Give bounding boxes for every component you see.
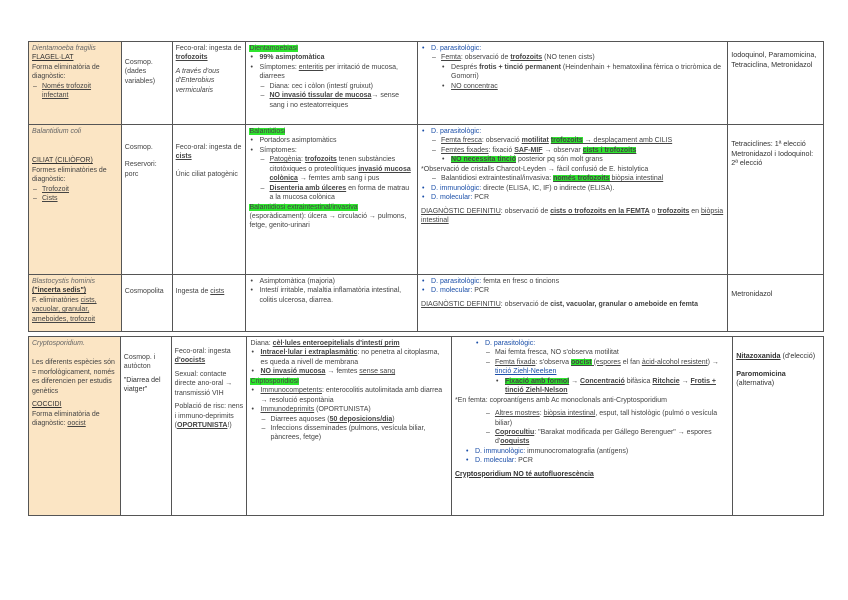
disease-item: • 99% asimptomàtica (249, 53, 414, 62)
definitive-diagnosis: DIAGNÒSTIC DEFINITIU: observació de cist, vacuolar, granular o ameboide en femta (421, 300, 699, 308)
treatment-text: Tetraciclines: 1ª elecció (731, 139, 806, 148)
diagnosis-item: • D. parasitològic: femta en fresc o tincions (421, 277, 724, 286)
incertae-label: ("incerta sedis") (32, 287, 87, 295)
phylum-label: FLAGEL·LAT (32, 54, 74, 62)
distribution-text: Cosmop. (dades variables) (124, 59, 156, 85)
organism-cell (29, 337, 121, 515)
disease-text: (esporàdicament): úlcera → circulació → pulmons, fetge, genito-urinari (249, 212, 407, 230)
phylum-label: CILIAT (CILIÒFOR) (32, 157, 93, 165)
disease-item: – Patogènia: trofozoits tenen substàncies citotòxiques o proteolítiques invasió mucosa colònica → femtes amb sang i pus (259, 155, 414, 183)
trans-text: Feco-oral: ingesta d'oocists (174, 348, 231, 365)
diagnosis-item: • D. immunològic: immunocromatografia (antígens) (465, 447, 729, 456)
treatment-text: Metronidazol i Iodoquinol: 2ª elecció (731, 148, 814, 168)
diagnosis-cell (418, 275, 728, 331)
trans-text-4: Població de risc: nens i immuno-deprimits (OPORTUNISTA!) (174, 403, 244, 430)
disease-title: Dientamoebiasi (249, 45, 298, 52)
diagnosis-item: – Mai femta fresca, NO s'observa motilitat (485, 348, 729, 357)
organism-name: Balantidium coli (32, 128, 82, 135)
treatment-text: Nitazoxanida (d'elecció) (736, 351, 816, 360)
diagnosis-item: – Balantidiosi extraintestinal/invasiva: només trofozoits biòpsia intestinal (431, 174, 724, 183)
distribution-text: Cosmopolita (124, 288, 164, 295)
forms-item: – Trofozoit (32, 185, 118, 194)
forms-title: Formes eliminatòries de diagnòstic: (32, 166, 107, 184)
treatment-text: Iodoquinol, Paramomicina, Tetraciclina, Metronidazol (731, 50, 817, 69)
treatment-cell (728, 42, 823, 124)
trans-text-1: Feco-oral: ingesta de (175, 45, 242, 52)
disease-subtitle: Balantidiosi extraintestinal/invasiva (249, 203, 358, 211)
trans-text-3: Únic ciliat patogènic (175, 170, 238, 178)
treatment-cell (733, 337, 823, 515)
diagnosis-item: – Altres mostres: biòpsia intestinal, esput, tall histològic (pulmó o vesícula biliar) (485, 409, 729, 428)
diagnosis-item: • D. parasitològic: (421, 44, 724, 53)
row-cryptosporidium (28, 336, 824, 516)
forms-text: F. eliminatòries cists, vacuolar, granular, ameboides, trofozoit (32, 296, 97, 323)
disease-item: – NO invasió tissular de mucosa→ sense sang i no esteatorreiques (259, 91, 414, 110)
diagnosis-note: *Observació de cristalls Charcot-Leyden → fàcil confusió de E. histolytica (421, 165, 649, 173)
organism-name: Dientamoeba fragilis (32, 45, 96, 52)
distribution-text: Cosmop. (124, 144, 153, 151)
distribution-cell (122, 275, 173, 331)
disease-item: – Diana: cec i còlon (intestí gruixut) (259, 82, 414, 91)
distribution-cell (122, 125, 173, 274)
trans-text: Ingesta de cists (175, 288, 225, 295)
diagnosis-item: • Fixació amb formol → Concentració bifàsica Ritchcie → Frotis + tinció Ziehl-Nelson (495, 377, 729, 396)
diagnosis-item: • D. immunològic: directe (ELISA, IC, IF) o indirecte (ELISA). (421, 184, 724, 193)
disease-item: • Immunocompetents: enterocolitis autolimitada amb diarrea → resolució espontània (250, 386, 447, 405)
disease-item: • Intestí irritable, malaltia inflamatòria intestinal, colitis ulcerosa, diarrea. (249, 286, 414, 305)
forms-item: – Cists (32, 194, 118, 203)
organism-cell (29, 275, 122, 331)
treatment-cell (728, 275, 823, 331)
trans-text-3: Sexual: contacte directe ano-oral → transmissió VIH (174, 370, 233, 397)
disease-item: • Símptomes: (249, 146, 414, 155)
diagnosis-item: • D. parasitològic: (475, 339, 729, 348)
disease-title: Balantidiosi (249, 128, 286, 135)
row-blastocystis (28, 274, 824, 332)
diagnosis-item: – Femta: observació de trofozoits (NO tenen cists) (431, 53, 724, 62)
forms-item: – Només trofozoit infectant (32, 82, 118, 101)
definitive-diagnosis: DIAGNÒSTIC DEFINITIU: observació de cists o trofozoits en la FEMTA o trofozoits en biòpsia intestinal (421, 207, 724, 224)
distribution-note: "Diarrea del viatger" (123, 376, 161, 394)
disease-item: • NO invasió mucosa → femtes sense sang (250, 367, 447, 376)
diagnosis-item: • Després frotis + tinció permanent (Heindenhain + hematoxilina fèrrica o tricròmica de Gomorri) (441, 63, 724, 82)
disease-item: – Disenteria amb úlceres en forma de matrau a la mucosa colònica (259, 184, 414, 203)
diagnosis-cell (418, 42, 728, 124)
disease-item: • Intracel·lular i extraplasmàtic: no penetra al citoplasma, es queda a nivell de membrana (250, 348, 447, 367)
diagnosis-cell (452, 337, 733, 515)
diagnosis-item: • D. molecular: PCR (465, 456, 729, 465)
diagnosis-item: • NO necessita tinció posterior pq són molt grans (441, 155, 724, 164)
diagnosis-item: • NO concentrac (441, 82, 724, 91)
organism-cell (29, 42, 122, 124)
disease-cell (246, 125, 418, 274)
treatment-text: Metronidazol (731, 289, 773, 298)
disease-cell (246, 42, 418, 124)
disease-item: – Infeccions disseminades (pulmons, vesícula biliar, pàncrees, fetge) (260, 424, 447, 443)
diagnosis-item: – Coprocultiu: "Barakat modificada per Gállego Berenguer" → espores d'ooquists (485, 428, 729, 447)
diagnosis-note: *En femta: coproantígens amb Ac monoclonals anti-Cryptosporidium (454, 396, 668, 404)
diagnosis-item: – Femta fresca: observació motilitat trofozoits → desplaçament amb CILIS (431, 136, 724, 145)
row-dientamoeba (28, 41, 824, 124)
trans-text-2: trofozoits (175, 54, 208, 62)
forms-text: Forma eliminatòria de diagnòstic: oocist (32, 410, 100, 428)
row-balantidium (28, 124, 824, 274)
disease-cell (247, 337, 451, 515)
transmission-cell (172, 337, 248, 515)
distribution-cell (121, 337, 172, 515)
diagnosis-item: • D. parasitològic: (421, 127, 724, 136)
trans-text-3: A través d'ous d'Enterobius vermicularis (175, 67, 220, 94)
forms-title: Forma eliminatòria de diagnòstic: (32, 63, 100, 81)
disease-cell (246, 275, 418, 331)
transmission-cell (173, 42, 247, 124)
organism-name: Blastocystis hominis (32, 278, 96, 285)
treatment-text: Paromomicina (alternativa) (736, 368, 786, 388)
organism-name: Cryptosporidium. (32, 340, 85, 347)
reservoir-text: Reservori: porc (124, 161, 157, 178)
diagnosis-item: – Femta fixada: s'observa oocist (espores el fan àcid-alcohol resistent) → tinció Ziehl-Neelsen (485, 358, 729, 377)
distribution-text: Cosmop. i autòcton (123, 354, 156, 371)
organism-cell (29, 125, 122, 274)
diagnosis-item: • D. molecular: PCR (421, 286, 724, 295)
trans-text: Feco-oral: ingesta de cists (175, 144, 242, 161)
disease-item: • Símptomes: enteritis per irritació de mucosa, diarrees (249, 63, 414, 82)
disease-item: – Diarrees aquoses (50 deposicions/dia) (260, 415, 447, 424)
distribution-cell (122, 42, 173, 124)
treatment-cell (728, 125, 823, 274)
diagnosis-item: – Femtes fixades: fixació SAF-MIF → observar cists i trofozoits (431, 146, 724, 155)
transmission-cell (173, 275, 247, 331)
diagnosis-cell (418, 125, 728, 274)
species-note: Les diferents espècies són = morfològicament, només es diferencien per estudis genètics (32, 359, 115, 395)
diagnosis-item: • D. molecular: PCR (421, 193, 724, 202)
phylum-label: COCCIDI (32, 401, 62, 409)
disease-item: • Immunodeprimits (OPORTUNISTA) (250, 405, 447, 414)
disease-item: • Asimptomàtica (majoria) (249, 277, 414, 286)
transmission-cell (173, 125, 247, 274)
autofluorescence-note: Cryptosporidium NO té autofluorescència (454, 470, 594, 478)
disease-target: Diana: cèl·lules enteroepitelials d'intestí prim (250, 340, 400, 347)
disease-item: • Portadors asimptomàtics (249, 136, 414, 145)
disease-title: Criptosporidiosi (250, 377, 299, 385)
